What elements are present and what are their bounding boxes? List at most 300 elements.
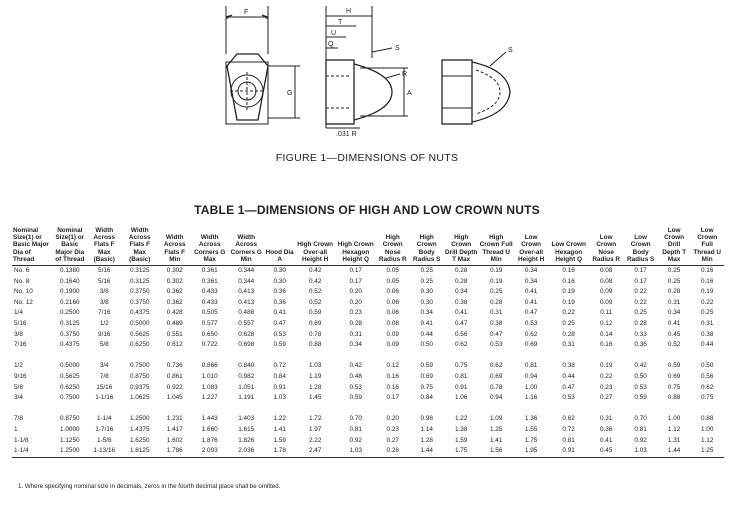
table-cell: 0.19 [700,288,714,296]
group-spacer [12,351,724,362]
table-cell: 0.62 [700,383,714,391]
table-cell: 0.2160 [60,298,80,306]
table-cell: 0.41 [420,319,433,327]
table-cell: 0.30 [273,277,286,285]
nominal-size-cell: 1/4 [14,309,23,317]
table-cell: 0.38 [454,298,468,306]
table-cell: 0.08 [599,277,613,285]
table-cell: 0.34 [524,277,538,285]
table-cell: 1.8125 [122,446,159,457]
column-header: Nominal Size(1) or Basic Major Dia of Thread [53,227,87,266]
table-cell: 1.31 [667,436,681,444]
table-cell: 1.75 [524,436,538,444]
table-cell: 0.88 [667,394,681,402]
table-cell: 0.19 [489,267,503,275]
table-cell: 0.30 [420,298,433,306]
table-cell: 0.69 [667,372,681,380]
table-cell: 0.20 [349,288,362,296]
table-cell: 0.22 [599,372,613,380]
table-cell: 1.19 [308,372,322,380]
table-cell: 0.84 [420,394,433,402]
column-header: Low Crown Drill Depth T Max [658,227,690,266]
nominal-size-cell: No. 10 [14,288,33,296]
table-cell: 0.698 [238,341,255,349]
table-cell: 0.33 [634,330,647,338]
table-row [12,287,724,298]
table-cell: 0.53 [634,383,647,391]
table-header [12,227,724,266]
table-cell: 0.1900 [60,288,80,296]
table-body [12,266,724,458]
table-cell: 0.16 [562,277,575,285]
table-cell: 0.6250 [60,383,80,391]
table-cell: 1.55 [524,425,538,433]
table-cell: 3/8 [99,288,109,296]
table-row [12,298,724,309]
table-cell: 1.36 [524,415,538,423]
table-row [12,266,724,277]
nominal-size-cell: 3/4 [14,394,23,402]
table-cell: 1-5/8 [96,436,112,444]
table-cell: 0.09 [599,298,613,306]
table-cell: 0.45 [589,446,623,457]
column-header: High Crown Drill Depth T Max [444,227,478,266]
table-cell: 1.615 [238,425,255,433]
table-cell: 0.31 [562,341,575,349]
table-cell: 0.22 [634,288,647,296]
table-cell: 1.602 [166,436,183,444]
table-cell: 0.50 [700,362,714,370]
table-cell: 5/16 [98,277,111,285]
table-cell: 1.25 [690,446,724,457]
table-cell: 0.91 [454,383,468,391]
table-cell: 1/2 [99,319,109,327]
table-cell: 1.826 [238,436,255,444]
table-cell: 0.59 [420,362,433,370]
table-footnote: 1. Where specifying nominal size in decimals, zeros in the fourth decimal place shall be omitted. [18,483,281,490]
table-cell: 0.19 [562,288,575,296]
table-cell: 0.1640 [60,277,80,285]
table-cell: 1.00 [700,425,714,433]
table-cell: 0.20 [349,298,362,306]
table-cell: 0.3125 [129,277,150,285]
label-q: Q [328,41,334,48]
table-cell: 0.41 [273,309,286,317]
table-cell: 0.16 [599,341,613,349]
table-cell: 1-1/16 [95,394,114,402]
table-cell: 0.866 [201,362,218,370]
table-cell: 0.36 [273,288,286,296]
table-cell: 0.48 [349,372,362,380]
table-cell: 0.47 [454,319,468,327]
table-cell: 1.03 [623,446,657,457]
table-cell: 0.4375 [60,341,80,349]
table-cell: 0.14 [599,330,613,338]
table-cell: 1.22 [454,415,468,423]
table-cell: 0.41 [454,309,468,317]
table-cell: 3/8 [99,298,109,306]
table-cell: 1.0625 [129,394,150,402]
table-cell: 1.95 [514,446,548,457]
table-cell: 1.00 [667,415,681,423]
table-row [12,308,724,319]
table-cell: 0.12 [599,319,613,327]
table-cell: 0.433 [201,288,218,296]
table-cell: 0.70 [349,415,362,423]
table-cell: 0.28 [489,298,503,306]
table-cell: 1.03 [335,446,376,457]
table-cell: 0.70 [634,415,647,423]
dimensions-table [12,227,724,458]
table-cell: 2.093 [191,446,228,457]
table-cell: 1.1250 [60,436,80,444]
table-cell: 1.227 [201,394,218,402]
table-cell: 0.47 [562,383,575,391]
table-cell: 0.551 [166,330,183,338]
column-header: Low Crown Body Radius S [623,227,657,266]
table-cell: 0.23 [599,383,613,391]
table-cell: 0.31 [489,309,503,317]
table-cell: 1-13/16 [87,446,121,457]
table-cell: 1.28 [308,383,322,391]
table-cell: 0.47 [489,330,503,338]
table-cell: 2.22 [308,436,322,444]
table-cell: 1.083 [201,383,218,391]
table-cell: 0.27 [386,436,399,444]
table-cell: 0.505 [201,309,218,317]
table-cell: 1.660 [201,425,218,433]
column-header: High Crown Over-all Height H [295,227,336,266]
table-cell: 0.34 [349,341,362,349]
table-cell: 1.09 [489,415,503,423]
table-cell: 0.92 [634,436,647,444]
table-cell: 0.3125 [60,319,80,327]
table-cell: 0.44 [562,372,575,380]
table-row [12,277,724,288]
table-cell: 0.3750 [60,330,80,338]
table-cell: 0.8750 [60,415,80,423]
table-cell: 0.8750 [129,372,150,380]
table-cell: 0.09 [386,341,399,349]
table-cell: 1.22 [273,415,286,423]
table-cell: 0.302 [166,267,183,275]
table-cell: 0.09 [386,330,399,338]
table-cell: 0.06 [386,288,399,296]
table-cell: 0.25 [700,309,714,317]
table-cell: 0.22 [700,298,714,306]
table-cell: 0.628 [238,330,255,338]
table-cell: 0.88 [700,415,714,423]
column-header: Nominal Size(1) or Basic Major Dia of Thread [12,227,53,266]
table-cell: 1.12 [667,425,681,433]
table-cell: 0.722 [201,341,218,349]
table-cell: 1.78 [264,446,294,457]
label-g: G [287,90,293,97]
table-cell: 0.53 [349,383,362,391]
nominal-size-cell: 1-1/4 [12,446,53,457]
table-cell: 1.2500 [53,446,87,457]
table-cell: 1.56 [478,446,513,457]
table-cell: 1.03 [273,394,286,402]
table-cell: 1.403 [238,415,255,423]
column-header: Low Crown Over-all Height H [514,227,548,266]
table-cell: 1.417 [166,425,183,433]
table-cell: 0.3750 [129,298,150,306]
table-cell: 9/16 [98,330,111,338]
table-cell: 0.94 [489,394,503,402]
table-cell: 0.44 [700,341,714,349]
table-cell: 0.27 [599,394,613,402]
table-cell: 5/8 [99,341,109,349]
table-cell: 0.3750 [129,288,150,296]
table-cell: 0.28 [349,319,362,327]
table-cell: 0.16 [562,267,575,275]
nominal-size-cell: 9/16 [14,372,27,380]
table-cell: 0.12 [386,362,399,370]
nominal-size-cell: 7/8 [14,415,23,423]
nominal-size-cell: 1/2 [14,362,23,370]
table-cell: 5/16 [98,267,111,275]
table-cell: 0.17 [634,277,647,285]
table-cell: 1.25 [489,425,503,433]
table-cell: 0.861 [166,372,183,380]
table-cell: 1.051 [238,383,255,391]
table-row [12,414,724,425]
table-cell: 0.31 [599,415,613,423]
table-cell: 0.19 [562,298,575,306]
table-cell: 0.488 [238,309,255,317]
table-cell: 1-1/4 [96,415,112,423]
table-cell: 0.413 [238,288,255,296]
table-cell: 0.31 [700,319,714,327]
label-f: F [244,9,249,16]
table-cell: 0.09 [599,288,613,296]
table-cell: 1.6250 [129,436,150,444]
table-cell: 0.840 [238,362,255,370]
nominal-size-cell: 1 [14,425,18,433]
table-cell: 0.1380 [60,267,80,275]
table-cell: 0.34 [524,267,538,275]
table-cell: 0.736 [166,362,183,370]
table-cell: 0.91 [273,383,286,391]
table-cell: 0.81 [349,425,362,433]
table-cell: 1.010 [201,372,218,380]
table-cell: 0.9375 [129,383,150,391]
table-row [12,393,724,404]
table-cell: 2.47 [295,446,336,457]
table-cell: 0.7500 [129,362,150,370]
table-cell: 1.41 [273,425,286,433]
table-cell: 0.08 [386,319,399,327]
table-cell: 0.489 [166,319,183,327]
table-cell: 0.302 [166,277,183,285]
table-cell: 0.3125 [129,267,150,275]
label-s: S [395,45,400,52]
table-cell: 0.22 [634,298,647,306]
column-header: High Crown Body Radius S [409,227,443,266]
table-cell: 0.7500 [60,394,80,402]
label-fillet: .031 R [336,131,357,138]
column-header: Low Crown Nose Radius R [589,227,623,266]
table-cell: 0.362 [166,298,183,306]
table-cell: 0.11 [600,309,613,317]
table-cell: 0.53 [489,341,503,349]
table-row [12,436,724,447]
table-cell: 0.344 [238,267,255,275]
table-cell: 1.03 [308,362,322,370]
hex-top-view [226,6,300,124]
table-cell: 0.34 [454,288,468,296]
table-cell: 0.52 [667,341,681,349]
nominal-size-cell: 3/8 [14,330,23,338]
table-cell: 0.06 [386,309,399,317]
table-cell: 1.28 [420,436,433,444]
table-cell: 0.62 [524,330,538,338]
table-cell: 0.42 [308,277,322,285]
table-cell: 0.922 [166,383,183,391]
table-cell: 0.06 [386,298,399,306]
table-cell: 0.78 [489,383,503,391]
table-cell: 0.75 [667,383,681,391]
table-cell: 0.19 [489,277,503,285]
table-cell: 0.433 [201,298,218,306]
column-header: Low Crown Hexagon Height Q [548,227,589,266]
table-cell: 0.28 [634,319,647,327]
table-cell: 1.75 [444,446,478,457]
table-cell: 0.69 [308,319,322,327]
table-cell: 0.23 [349,309,362,317]
table-cell: 1.45 [308,394,322,402]
table-cell: 0.38 [562,362,575,370]
table-cell: 1.44 [409,446,443,457]
table-cell: 0.81 [524,362,538,370]
table-cell: 0.22 [562,309,575,317]
table-cell: 0.34 [420,309,433,317]
column-header: Width Across Corners G Min [228,227,265,266]
column-header: High Crown Full Thread U Min [478,227,513,266]
table-row [12,372,724,383]
table-cell: 0.28 [376,446,409,457]
table-cell: 0.75 [454,362,468,370]
table-cell: 0.361 [201,267,218,275]
table-cell: 0.30 [420,288,433,296]
table-cell: 0.59 [667,362,681,370]
table-cell: 0.28 [454,277,468,285]
table-cell: 0.362 [166,288,183,296]
table-cell: 0.16 [700,267,714,275]
acorn-nut-view [442,52,510,124]
column-header: Hood Dia A [264,227,294,266]
column-header: Width Across Corners G Max [191,227,228,266]
table-cell: 0.16 [386,372,399,380]
table-cell: 1.2500 [129,415,150,423]
table-cell: 1.191 [238,394,255,402]
table-cell: 15/16 [96,383,113,391]
table-cell: 0.28 [454,267,468,275]
table-cell: 0.28 [562,330,575,338]
table-cell: 0.361 [201,277,218,285]
table-cell: 0.612 [166,341,183,349]
table-cell: 0.25 [667,277,681,285]
table-cell: 0.20 [386,415,399,423]
table-cell: 0.42 [308,267,322,275]
table-cell: 0.5000 [60,362,80,370]
table-cell: 1.44 [658,446,690,457]
label-u: U [331,30,337,37]
table-cell: 0.5625 [129,330,150,338]
table-cell: 0.44 [420,330,433,338]
table-cell: 0.42 [349,362,362,370]
table-cell: 0.25 [667,267,681,275]
table-cell: 0.81 [562,436,575,444]
table-cell: 1-7/16 [95,425,114,433]
table-cell: 0.31 [349,330,362,338]
table-cell: 0.50 [634,372,647,380]
table-title: TABLE 1—DIMENSIONS OF HIGH AND LOW CROWN NUTS [194,203,540,217]
nominal-size-cell: 5/8 [14,383,23,391]
table-row [12,383,724,394]
nominal-size-cell: No. 6 [14,267,30,275]
table-cell: 0.34 [667,309,681,317]
table-cell: 0.16 [386,383,399,391]
table-cell: 0.38 [489,319,503,327]
table-cell: 0.4375 [129,309,150,317]
table-cell: 0.08 [599,267,613,275]
table-cell: 0.62 [489,362,503,370]
label-r: R [402,71,408,78]
table-cell: 0.52 [308,288,322,296]
table-cell: 7/16 [98,309,111,317]
figure-1 [0,0,734,175]
table-cell: 1.14 [420,425,433,433]
table-cell: 0.53 [562,394,575,402]
table-cell: 1.12 [700,436,714,444]
table-cell: 1.0000 [60,425,80,433]
table-cell: 0.05 [386,267,399,275]
table-cell: 0.41 [599,436,613,444]
table-cell: 1.786 [158,446,191,457]
table-cell: 0.47 [273,319,286,327]
table-cell: 0.2500 [60,309,80,317]
table-cell: 0.62 [562,415,575,423]
table-cell: 0.17 [349,267,362,275]
table-cell: 7/8 [99,372,109,380]
table-cell: 0.94 [524,372,538,380]
table-cell: 1.4375 [129,425,150,433]
table-cell: 0.25 [634,309,647,317]
table-cell: 0.05 [386,277,399,285]
figure-caption: FIGURE 1—DIMENSIONS OF NUTS [275,152,459,164]
nominal-size-cell: 5/16 [14,319,27,327]
table-row [12,446,724,457]
nut-drawings [0,0,734,175]
table-cell: 0.413 [238,298,255,306]
column-header: Low Crown Full Thread U Min [690,227,724,266]
column-header: High Crown Nose Radius R [376,227,409,266]
table-row [12,340,724,351]
table-cell: 0.81 [634,425,647,433]
table-cell: 0.428 [166,309,183,317]
table-cell: 0.75 [420,383,433,391]
table-cell: 0.16 [700,277,714,285]
table-cell: 0.36 [273,298,286,306]
table-cell: 0.84 [273,372,286,380]
nominal-size-cell: 7/16 [14,341,27,349]
nominal-size-cell: No. 12 [14,298,33,306]
table-cell: 0.17 [349,277,362,285]
table-cell: 1.876 [201,436,218,444]
table-cell: 0.42 [634,362,647,370]
